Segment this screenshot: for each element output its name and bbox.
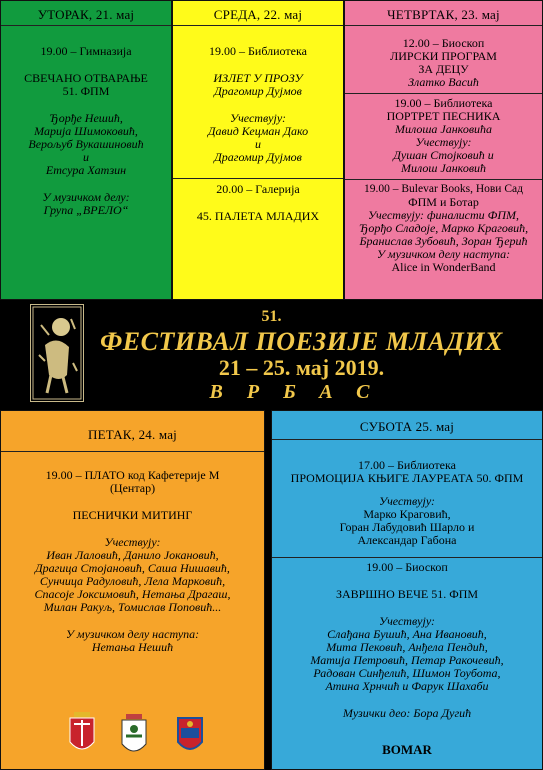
wednesday-event-1: ИЗЛЕТ У ПРОЗУ <box>213 71 303 85</box>
wednesday-author: Драгомир Дујмов <box>214 84 302 98</box>
wednesday-time-2: 20.00 – Галерија <box>216 182 300 196</box>
friday-line: Иван Лаловић, Данило Јокановић, <box>46 548 219 562</box>
wednesday-participants-label: Учествују: <box>230 111 286 125</box>
tuesday-event-line2: 51. ФПМ <box>62 84 110 98</box>
thursday-line: У музичком делу наступа: <box>376 247 511 261</box>
thursday-line: 12.00 – Биоскоп <box>402 36 485 50</box>
saturday-line: Марко Краговић, <box>363 507 451 521</box>
wednesday-content <box>176 45 340 223</box>
thursday-line: Учествују: <box>415 135 472 149</box>
friday-title: ПЕТАК, 24. мај <box>87 427 177 442</box>
divider <box>173 25 343 26</box>
thursday-line: Ђорђо Сладоје, Марко Краговић, <box>358 221 529 235</box>
tuesday-event-line1: СВЕЧАНО ОТВАРАЊЕ <box>24 71 148 85</box>
thursday-line: ПОРТРЕТ ПЕСНИКА <box>386 109 501 123</box>
tuesday-music-group: Група „ВРЕЛО“ <box>43 203 129 217</box>
wednesday-event-2: 45. ПАЛЕТА МЛАДИХ <box>196 209 320 223</box>
wednesday-time-1: 19.00 – Библиотека <box>209 44 307 58</box>
serbia-coat-of-arms-icon <box>70 712 94 749</box>
thursday-line: 19.00 – Bulevar Books, Нови Сад <box>364 183 523 195</box>
saturday-line: Слађана Бушић, Ана Ивановић, <box>327 627 487 641</box>
thursday-line: Милош Јанковић <box>400 161 487 175</box>
festival-title: ФЕСТИВАЛ ПОЕЗИЈЕ МЛАДИХ <box>100 327 503 356</box>
divider <box>345 25 542 26</box>
friday-line: Нетања Нешић <box>91 640 174 654</box>
divider <box>272 439 542 440</box>
saturday-title: СУБОТА 25. мај <box>359 419 455 434</box>
saturday-line: Матија Петровић, Петар Ракочевић, <box>310 653 504 667</box>
thursday-content <box>348 37 539 274</box>
friday-line: Сунчица Радуловић, Лела Марковић, <box>39 574 226 588</box>
thursday-line: Милоша Јанковића <box>394 122 493 136</box>
divider <box>1 451 264 452</box>
festival-edition: 51. <box>261 308 282 325</box>
wednesday-title: СРЕДА, 22. мај <box>213 7 303 22</box>
tuesday-participant: Ђорђе Нешић, <box>49 111 123 125</box>
thursday-title: ЧЕТВРТАК, 23. мај <box>387 7 500 22</box>
vrbas-coat-of-arms-icon <box>122 714 146 751</box>
saturday-line: ЗАВРШНО ВЕЧЕ 51. ФПМ <box>335 587 479 601</box>
saturday-line: 17.00 – Библиотека <box>358 458 456 472</box>
thursday-line: Alice in WonderBand <box>391 260 496 274</box>
thursday-line: Учествују: финалисти ФПМ, <box>367 208 519 222</box>
saturday-line: Учествују: <box>379 614 435 628</box>
saturday-line: ПРОМОЦИЈА КЊИГЕ ЛАУРЕАТА 50. ФПМ <box>290 471 524 485</box>
saturday-line: 19.00 – Биоскоп <box>366 560 448 574</box>
tuesday-participant: и <box>83 150 89 164</box>
thursday-panel <box>344 0 543 300</box>
friday-line: ПЕСНИЧКИ МИТИНГ <box>72 508 193 522</box>
friday-line: Учествују: <box>104 535 161 549</box>
tuesday-participant: Верољуб Вукашиновић <box>28 137 144 151</box>
vojvodina-coat-of-arms-icon <box>178 718 202 749</box>
tuesday-time: 19.00 – Гимназија <box>40 44 132 58</box>
saturday-line: Учествују: <box>379 494 435 508</box>
tuesday-music-label: У музичком делу: <box>42 190 130 204</box>
wednesday-panel <box>172 0 344 300</box>
thursday-line: ФПМ и Ботар <box>408 195 479 209</box>
saturday-content <box>275 459 539 720</box>
saturday-line: Радован Синђелић, Шимон Тоубота, <box>313 666 501 680</box>
divider <box>345 179 542 180</box>
festival-city: ВРБАС <box>209 381 394 403</box>
tuesday-title: УТОРАК, 21. мај <box>37 7 135 22</box>
coats-of-arms-svg <box>68 712 208 762</box>
thursday-line: Златко Васић <box>408 75 479 89</box>
wednesday-participant: и <box>255 137 261 151</box>
divider <box>1 25 171 26</box>
thursday-line: ЗА ДЕЦУ <box>418 62 469 76</box>
saturday-line: Мита Пековић, Анђела Пендић, <box>326 640 488 654</box>
friday-line: 19.00 – ПЛАТО код Кафетерије М <box>45 468 220 482</box>
divider <box>345 93 542 94</box>
coats-of-arms <box>68 712 208 762</box>
tuesday-panel <box>0 0 172 300</box>
friday-line: Спасоје Јоксимовић, Нетања Драгаш, <box>34 587 231 601</box>
friday-line: У музичком делу наступа: <box>65 627 200 641</box>
thursday-line: Душан Стојковић и <box>393 148 494 162</box>
saturday-panel <box>271 410 543 770</box>
festival-dates: 21 – 25. мај 2019. <box>218 355 385 380</box>
thursday-line: Бранислав Зубовић, Зоран Ђерић <box>359 234 528 248</box>
saturday-line: Музички део: Бора Дугић <box>342 706 472 720</box>
thursday-line: 19.00 – Библиотека <box>394 96 493 110</box>
divider <box>173 178 343 179</box>
thursday-line: ЛИРСКИ ПРОГРАМ <box>390 49 497 63</box>
tuesday-participant: Етсура Хатзин <box>45 163 127 177</box>
saturday-line: Атина Хрнчић и Фарук Шахаби <box>325 679 489 693</box>
friday-line: Драгица Стојановић, Саша Нишавић, <box>35 561 230 575</box>
saturday-line: Александар Габона <box>357 533 457 547</box>
divider <box>272 557 542 558</box>
wednesday-participant: Давид Кецман Дако <box>207 124 309 138</box>
saturday-line: Горан Лабудовић Шарло и <box>339 520 475 534</box>
friday-line: Милан Ракуљ, Томислав Поповић... <box>43 600 222 614</box>
friday-line: (Центар) <box>109 481 156 495</box>
sponsor-logo: BOMAR <box>382 742 432 757</box>
wednesday-participant: Драгомир Дујмов <box>214 150 302 164</box>
friday-content <box>4 469 261 654</box>
tuesday-participant: Марија Шимоковић, <box>34 124 138 138</box>
tuesday-content <box>4 45 168 217</box>
